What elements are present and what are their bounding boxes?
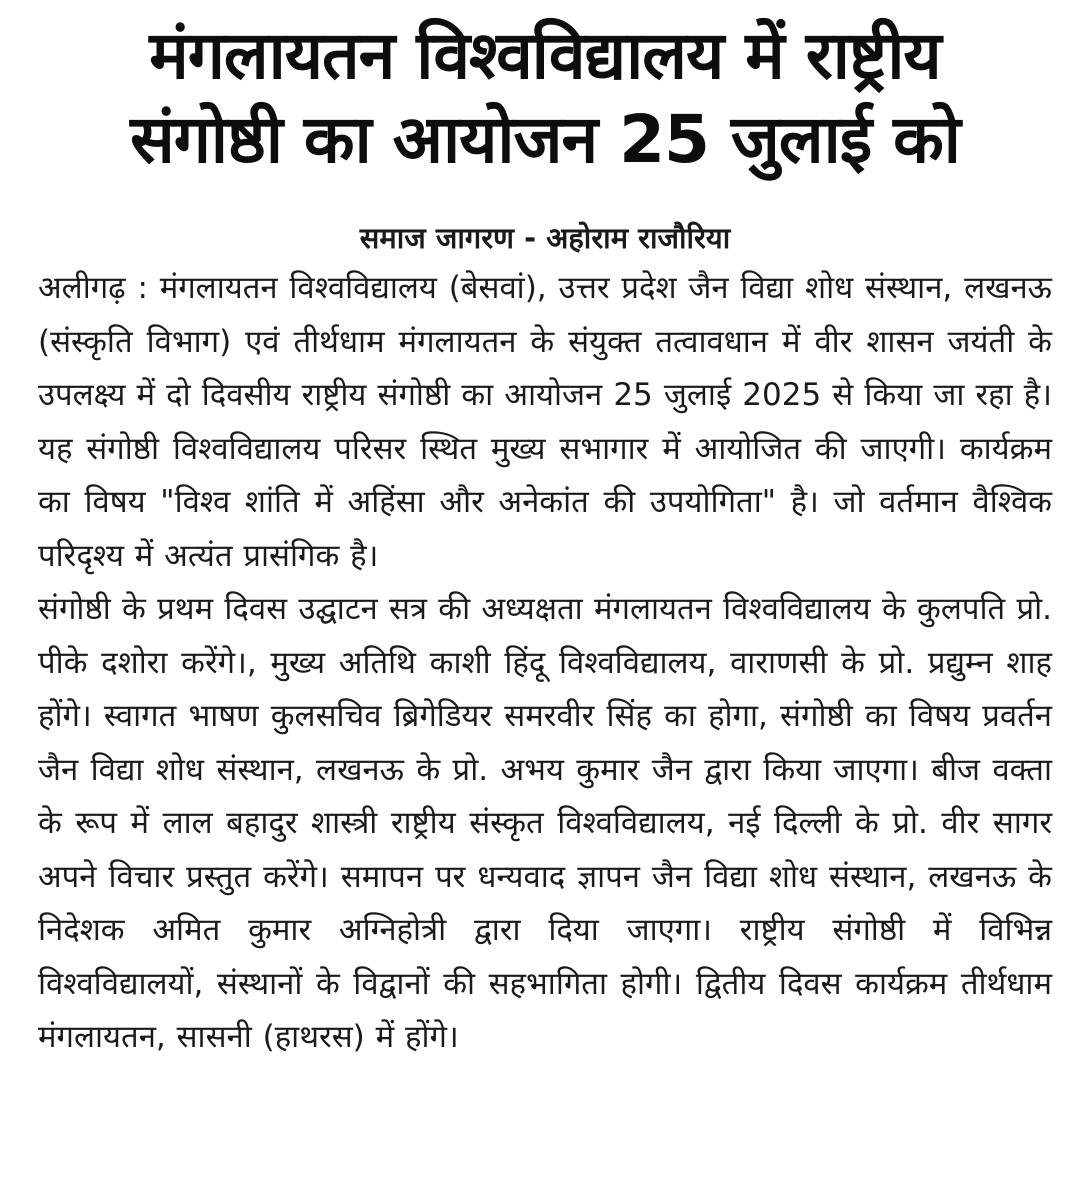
- headline-line-1: मंगलायतन विश्वविद्यालय में राष्ट्रीय: [149, 17, 941, 94]
- headline-line-2: संगोष्ठी का आयोजन 25 जुलाई को: [130, 101, 960, 178]
- article-body: [38, 262, 1052, 1065]
- byline: समाज जागरण - अहोराम राजौरिया: [359, 221, 731, 255]
- headline: [38, 14, 1052, 182]
- paragraph-2: संगोष्ठी के प्रथम दिवस उद्घाटन सत्र की अध्यक्षता मंगलायतन विश्वविद्यालय के कुलपति प्रो. पीके दशोरा करेंगे।, मुख्य अतिथि काशी हिंदू विश्वविद्यालय, वाराणसी के प्रो. प्रद्युम्न शाह होंगे। स्वागत भाषण कुलसचिव ब्रिगेडियर समरवीर सिंह का होगा, संगोष्ठी का विषय प्रवर्तन जैन विद्या शोध संस्थान, लखनऊ के प्रो. अभय कुमार जैन द्वारा किया जाएगा। बीज वक्ता के रूप में लाल बहादुर शास्त्री राष्ट्रीय संस्कृत विश्वविद्यालय, नई दिल्ली के प्रो. वीर सागर अपने विचार प्रस्तुत करेंगे। समापन पर धन्यवाद ज्ञापन जैन विद्या शोध संस्थान, लखनऊ के निदेशक अमित कुमार अग्निहोत्री द्वारा दिया जाएगा। राष्ट्रीय संगोष्ठी में विभिन्न विश्वविद्यालयों, संस्थानों के विद्वानों की सहभागिता होगी। द्वितीय दिवस कार्यक्रम तीर्थधाम मंगलायतन, सासनी (हाथरस) में होंगे।: [38, 591, 1052, 1055]
- paragraph-1: अलीगढ़ : मंगलायतन विश्वविद्यालय (बेसवां), उत्तर प्रदेश जैन विद्या शोध संस्थान, लखनऊ (संस्कृति विभाग) एवं तीर्थधाम मंगलायतन के संयुक्त तत्वावधान में वीर शासन जयंती के उपलक्ष्य में दो दिवसीय राष्ट्रीय संगोष्ठी का आयोजन 25 जुलाई 2025 से किया जा रहा है। यह संगोष्ठी विश्वविद्यालय परिसर स्थित मुख्य सभागार में आयोजित की जाएगी। कार्यक्रम का विषय "विश्व शांति में अहिंसा और अनेकांत की उपयोगिता" है। जो वर्तमान वैश्विक परिदृश्य में अत्यंत प्रासंगिक है।: [38, 270, 1052, 574]
